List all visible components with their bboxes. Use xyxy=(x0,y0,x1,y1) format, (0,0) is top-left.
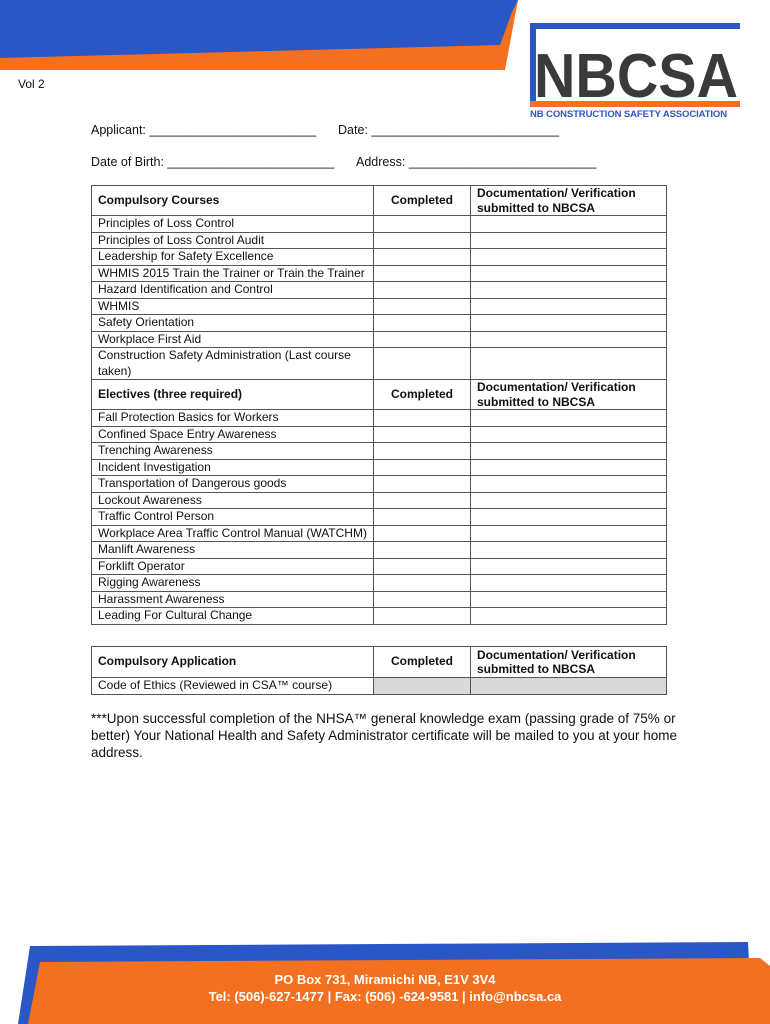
completed-cell[interactable] xyxy=(374,410,471,427)
compulsory-header: Compulsory Courses xyxy=(92,186,374,216)
table-row xyxy=(92,509,667,526)
completed-cell[interactable] xyxy=(374,282,471,299)
documentation-cell[interactable] xyxy=(471,558,667,575)
app-doc-header-line2: submitted to NBCSA xyxy=(477,662,595,676)
table-row xyxy=(92,298,667,315)
documentation-cell[interactable] xyxy=(471,525,667,542)
completed-cell[interactable] xyxy=(374,265,471,282)
electives-course-name: Leading For Cultural Change xyxy=(92,608,374,625)
applicant-field[interactable]: Applicant: ________________________ xyxy=(91,123,317,137)
compulsory-course-name: Principles of Loss Control xyxy=(92,216,374,233)
documentation-cell[interactable] xyxy=(471,542,667,559)
application-header: Compulsory Application xyxy=(92,647,374,678)
electives-header-row xyxy=(92,380,667,410)
compulsory-course-name: Safety Orientation xyxy=(92,315,374,332)
electives-course-name: Transportation of Dangerous goods xyxy=(92,476,374,493)
table-row xyxy=(92,315,667,332)
completion-note: ***Upon successful completion of the NHSA™ general knowledge exam (passing grade of 75% or better) Your National Health and Safety Administrator certificate will be mailed to you at your home address. xyxy=(91,711,678,760)
table-row xyxy=(92,591,667,608)
logo-tagline: NB CONSTRUCTION SAFETY ASSOCIATION xyxy=(530,109,727,120)
electives-documentation-header xyxy=(471,380,667,410)
completed-cell[interactable] xyxy=(374,216,471,233)
electives-course-name: Workplace Area Traffic Control Manual (WATCHM) xyxy=(92,525,374,542)
documentation-cell[interactable] xyxy=(471,216,667,233)
documentation-cell[interactable] xyxy=(471,443,667,460)
completed-cell[interactable] xyxy=(374,591,471,608)
application-completed-header: Completed xyxy=(374,647,471,678)
documentation-cell[interactable] xyxy=(471,509,667,526)
documentation-cell[interactable] xyxy=(471,298,667,315)
table-row xyxy=(92,348,667,380)
app-doc-header-line1: Documentation/ Verification xyxy=(477,647,636,662)
documentation-cell[interactable] xyxy=(471,608,667,625)
application-table xyxy=(91,646,667,695)
compulsory-course-name: Principles of Loss Control Audit xyxy=(92,232,374,249)
completed-cell[interactable] xyxy=(374,678,471,695)
table-row xyxy=(92,216,667,233)
table-row xyxy=(92,558,667,575)
table-row xyxy=(92,410,667,427)
electives-course-name: Incident Investigation xyxy=(92,459,374,476)
electives-course-name: Harassment Awareness xyxy=(92,591,374,608)
table-row xyxy=(92,331,667,348)
table-row xyxy=(92,678,667,695)
table-row xyxy=(92,459,667,476)
compulsory-course-name: WHMIS 2015 Train the Trainer or Train the Trainer xyxy=(92,265,374,282)
doc-header-line1: Documentation/ Verification xyxy=(477,186,636,200)
documentation-cell[interactable] xyxy=(471,265,667,282)
documentation-cell[interactable] xyxy=(471,410,667,427)
documentation-cell[interactable] xyxy=(471,492,667,509)
completed-cell[interactable] xyxy=(374,608,471,625)
dob-field[interactable]: Date of Birth: ________________________ xyxy=(91,155,335,169)
compulsory-course-name: Leadership for Safety Excellence xyxy=(92,249,374,266)
documentation-cell[interactable] xyxy=(471,348,667,380)
electives-course-name: Confined Space Entry Awareness xyxy=(92,426,374,443)
application-header-row xyxy=(92,647,667,678)
table-row xyxy=(92,476,667,493)
table-row xyxy=(92,542,667,559)
completed-cell[interactable] xyxy=(374,476,471,493)
table-row xyxy=(92,492,667,509)
address-field[interactable]: Address: ___________________________ xyxy=(356,155,597,169)
completed-header: Completed xyxy=(374,186,471,216)
table-row xyxy=(92,282,667,299)
completed-cell[interactable] xyxy=(374,509,471,526)
completed-cell[interactable] xyxy=(374,492,471,509)
documentation-header xyxy=(471,186,667,216)
electives-header: Electives (three required) xyxy=(92,380,374,410)
courses-table xyxy=(91,185,667,625)
completed-cell[interactable] xyxy=(374,558,471,575)
electives-doc-line2: submitted to NBCSA xyxy=(477,394,595,409)
application-documentation-header xyxy=(471,647,667,678)
footer-contact: Tel: (506)-627-1477 | Fax: (506) -624-9581 | info@nbcsa.ca xyxy=(208,989,562,1004)
completed-cell[interactable] xyxy=(374,249,471,266)
compulsory-course-name: WHMIS xyxy=(92,298,374,315)
completed-cell[interactable] xyxy=(374,315,471,332)
volume-label: Vol 2 xyxy=(18,77,45,91)
completed-cell[interactable] xyxy=(374,443,471,460)
table-row xyxy=(92,232,667,249)
electives-doc-line1: Documentation/ Verification xyxy=(477,380,636,394)
documentation-cell[interactable] xyxy=(471,282,667,299)
table-row xyxy=(92,443,667,460)
table-row xyxy=(92,249,667,266)
table-row xyxy=(92,265,667,282)
application-item: Code of Ethics (Reviewed in CSA™ course) xyxy=(92,678,374,695)
electives-course-name: Rigging Awareness xyxy=(92,575,374,592)
footer-address: PO Box 731, Miramichi NB, E1V 3V4 xyxy=(274,972,496,987)
documentation-cell[interactable] xyxy=(471,476,667,493)
documentation-cell[interactable] xyxy=(471,678,667,695)
completed-cell[interactable] xyxy=(374,525,471,542)
nbcsa-logo xyxy=(530,23,742,123)
logo-wordmark: NBCSA xyxy=(534,42,738,111)
electives-course-name: Fall Protection Basics for Workers xyxy=(92,410,374,427)
documentation-cell[interactable] xyxy=(471,575,667,592)
electives-course-name: Manlift Awareness xyxy=(92,542,374,559)
documentation-cell[interactable] xyxy=(471,249,667,266)
date-field[interactable]: Date: ___________________________ xyxy=(338,123,560,137)
doc-header-line2: submitted to NBCSA xyxy=(477,200,595,215)
table-row xyxy=(92,608,667,625)
electives-course-name: Trenching Awareness xyxy=(92,443,374,460)
documentation-cell[interactable] xyxy=(471,315,667,332)
table-row xyxy=(92,426,667,443)
completed-cell[interactable] xyxy=(374,542,471,559)
compulsory-course-name: Construction Safety Administration (Last course taken) xyxy=(92,348,374,380)
compulsory-course-name: Hazard Identification and Control xyxy=(92,282,374,299)
electives-completed-header: Completed xyxy=(374,380,471,410)
table-row xyxy=(92,575,667,592)
documentation-cell[interactable] xyxy=(471,232,667,249)
completed-cell[interactable] xyxy=(374,575,471,592)
table-row xyxy=(92,525,667,542)
electives-course-name: Forklift Operator xyxy=(92,558,374,575)
completed-cell[interactable] xyxy=(374,459,471,476)
electives-course-name: Lockout Awareness xyxy=(92,492,374,509)
documentation-cell[interactable] xyxy=(471,426,667,443)
completed-cell[interactable] xyxy=(374,348,471,380)
documentation-cell[interactable] xyxy=(471,331,667,348)
compulsory-course-name: Workplace First Aid xyxy=(92,331,374,348)
compulsory-header-row xyxy=(92,186,667,216)
completed-cell[interactable] xyxy=(374,426,471,443)
completed-cell[interactable] xyxy=(374,331,471,348)
documentation-cell[interactable] xyxy=(471,459,667,476)
completed-cell[interactable] xyxy=(374,298,471,315)
completed-cell[interactable] xyxy=(374,232,471,249)
electives-course-name: Traffic Control Person xyxy=(92,509,374,526)
documentation-cell[interactable] xyxy=(471,591,667,608)
